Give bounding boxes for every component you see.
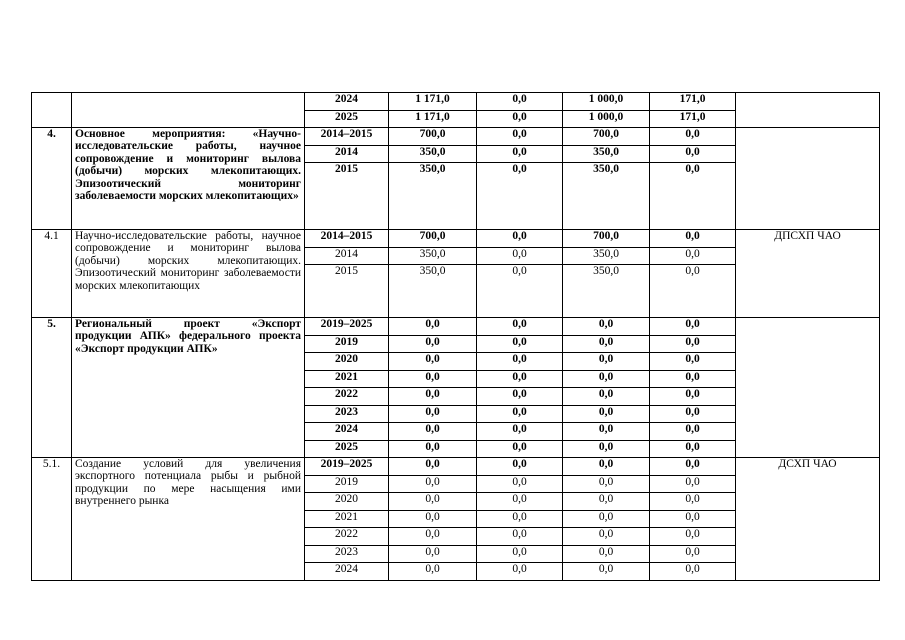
year-cell: 2022 xyxy=(305,528,389,546)
year-cell: 2024 xyxy=(305,563,389,581)
federal-budget-cell: 0,0 xyxy=(477,93,563,111)
district-budget-cell: 0,0 xyxy=(563,528,650,546)
year-cell: 2014 xyxy=(305,145,389,163)
federal-budget-cell: 0,0 xyxy=(477,405,563,423)
district-budget-cell: 0,0 xyxy=(563,440,650,458)
other-sources-cell: 0,0 xyxy=(650,128,736,146)
executor-cell xyxy=(736,318,880,458)
other-sources-cell: 0,0 xyxy=(650,545,736,563)
total-cell: 350,0 xyxy=(389,247,477,265)
other-sources-cell: 0,0 xyxy=(650,405,736,423)
federal-budget-cell: 0,0 xyxy=(477,370,563,388)
item-name-cell: Региональный проект «Экспорт продукции АПК» федерального проекта «Экспорт продукции АПК» xyxy=(72,318,305,458)
year-cell: 2021 xyxy=(305,370,389,388)
district-budget-cell: 0,0 xyxy=(563,423,650,441)
total-cell: 0,0 xyxy=(389,405,477,423)
executor-cell: ДПСХП ЧАО xyxy=(736,230,880,318)
federal-budget-cell: 0,0 xyxy=(477,510,563,528)
federal-budget-cell: 0,0 xyxy=(477,563,563,581)
item-number-cell: 4.1 xyxy=(32,230,72,318)
district-budget-cell: 350,0 xyxy=(563,247,650,265)
table-row xyxy=(32,230,880,248)
other-sources-cell: 0,0 xyxy=(650,370,736,388)
year-cell: 2020 xyxy=(305,353,389,371)
total-cell: 0,0 xyxy=(389,353,477,371)
other-sources-cell: 0,0 xyxy=(650,335,736,353)
other-sources-cell: 0,0 xyxy=(650,440,736,458)
total-cell: 700,0 xyxy=(389,128,477,146)
other-sources-cell: 0,0 xyxy=(650,145,736,163)
district-budget-cell: 0,0 xyxy=(563,388,650,406)
district-budget-cell: 350,0 xyxy=(563,265,650,318)
other-sources-cell: 0,0 xyxy=(650,247,736,265)
district-budget-cell: 0,0 xyxy=(563,493,650,511)
total-cell: 1 171,0 xyxy=(389,110,477,128)
other-sources-cell: 0,0 xyxy=(650,475,736,493)
district-budget-cell: 700,0 xyxy=(563,230,650,248)
other-sources-cell: 171,0 xyxy=(650,110,736,128)
total-cell: 350,0 xyxy=(389,145,477,163)
federal-budget-cell: 0,0 xyxy=(477,440,563,458)
year-cell: 2025 xyxy=(305,440,389,458)
federal-budget-cell: 0,0 xyxy=(477,247,563,265)
district-budget-cell: 0,0 xyxy=(563,353,650,371)
year-cell: 2020 xyxy=(305,493,389,511)
federal-budget-cell: 0,0 xyxy=(477,265,563,318)
federal-budget-cell: 0,0 xyxy=(477,458,563,476)
district-budget-cell: 1 000,0 xyxy=(563,110,650,128)
item-number-cell: 5. xyxy=(32,318,72,458)
year-cell: 2019–2025 xyxy=(305,458,389,476)
item-name-cell: Основное мероприятия: «Научно-исследовательские работы, научное сопровождение и мониторинг вылова (добычи) морских млекопитающих. Эпизоотический мониторинг заболеваемости морских млекопитающих» xyxy=(72,128,305,230)
year-cell: 2024 xyxy=(305,93,389,111)
item-number-cell xyxy=(32,93,72,128)
federal-budget-cell: 0,0 xyxy=(477,528,563,546)
year-cell: 2014–2015 xyxy=(305,230,389,248)
district-budget-cell: 350,0 xyxy=(563,145,650,163)
year-cell: 2015 xyxy=(305,163,389,230)
total-cell: 0,0 xyxy=(389,458,477,476)
other-sources-cell: 171,0 xyxy=(650,93,736,111)
total-cell: 0,0 xyxy=(389,563,477,581)
district-budget-cell: 0,0 xyxy=(563,458,650,476)
federal-budget-cell: 0,0 xyxy=(477,493,563,511)
table-row xyxy=(32,93,880,111)
table-row xyxy=(32,458,880,476)
total-cell: 0,0 xyxy=(389,370,477,388)
other-sources-cell: 0,0 xyxy=(650,318,736,336)
executor-cell xyxy=(736,128,880,230)
other-sources-cell: 0,0 xyxy=(650,388,736,406)
year-cell: 2019 xyxy=(305,335,389,353)
program-finance-table xyxy=(31,92,880,581)
other-sources-cell: 0,0 xyxy=(650,163,736,230)
other-sources-cell: 0,0 xyxy=(650,265,736,318)
total-cell: 0,0 xyxy=(389,493,477,511)
other-sources-cell: 0,0 xyxy=(650,563,736,581)
total-cell: 700,0 xyxy=(389,230,477,248)
item-number-cell: 5.1. xyxy=(32,458,72,581)
total-cell: 0,0 xyxy=(389,475,477,493)
total-cell: 0,0 xyxy=(389,388,477,406)
table-row xyxy=(32,318,880,336)
district-budget-cell: 0,0 xyxy=(563,370,650,388)
federal-budget-cell: 0,0 xyxy=(477,230,563,248)
year-cell: 2023 xyxy=(305,405,389,423)
district-budget-cell: 700,0 xyxy=(563,128,650,146)
total-cell: 0,0 xyxy=(389,510,477,528)
total-cell: 0,0 xyxy=(389,440,477,458)
district-budget-cell: 0,0 xyxy=(563,318,650,336)
total-cell: 1 171,0 xyxy=(389,93,477,111)
table-row xyxy=(32,128,880,146)
total-cell: 0,0 xyxy=(389,545,477,563)
district-budget-cell: 0,0 xyxy=(563,510,650,528)
other-sources-cell: 0,0 xyxy=(650,230,736,248)
year-cell: 2019 xyxy=(305,475,389,493)
total-cell: 350,0 xyxy=(389,265,477,318)
federal-budget-cell: 0,0 xyxy=(477,388,563,406)
federal-budget-cell: 0,0 xyxy=(477,128,563,146)
district-budget-cell: 0,0 xyxy=(563,335,650,353)
federal-budget-cell: 0,0 xyxy=(477,353,563,371)
item-name-cell: Создание условий для увеличения экспортного потенциала рыбы и рыбной продукции по мере насыщения ими внутреннего рынка xyxy=(72,458,305,581)
total-cell: 0,0 xyxy=(389,423,477,441)
year-cell: 2014 xyxy=(305,247,389,265)
federal-budget-cell: 0,0 xyxy=(477,423,563,441)
federal-budget-cell: 0,0 xyxy=(477,163,563,230)
federal-budget-cell: 0,0 xyxy=(477,545,563,563)
federal-budget-cell: 0,0 xyxy=(477,318,563,336)
district-budget-cell: 0,0 xyxy=(563,545,650,563)
item-name-cell xyxy=(72,93,305,128)
total-cell: 0,0 xyxy=(389,318,477,336)
item-name-cell: Научно-исследовательские работы, научное сопровождение и мониторинг вылова (добычи) морских млекопитающих. Эпизоотический мониторинг заболеваемости морских млекопитающих xyxy=(72,230,305,318)
year-cell: 2015 xyxy=(305,265,389,318)
federal-budget-cell: 0,0 xyxy=(477,335,563,353)
year-cell: 2019–2025 xyxy=(305,318,389,336)
district-budget-cell: 0,0 xyxy=(563,405,650,423)
executor-cell xyxy=(736,93,880,128)
district-budget-cell: 0,0 xyxy=(563,563,650,581)
federal-budget-cell: 0,0 xyxy=(477,475,563,493)
total-cell: 350,0 xyxy=(389,163,477,230)
item-number-cell: 4. xyxy=(32,128,72,230)
other-sources-cell: 0,0 xyxy=(650,493,736,511)
district-budget-cell: 1 000,0 xyxy=(563,93,650,111)
other-sources-cell: 0,0 xyxy=(650,510,736,528)
executor-cell: ДСХП ЧАО xyxy=(736,458,880,581)
year-cell: 2014–2015 xyxy=(305,128,389,146)
year-cell: 2025 xyxy=(305,110,389,128)
district-budget-cell: 350,0 xyxy=(563,163,650,230)
federal-budget-cell: 0,0 xyxy=(477,145,563,163)
total-cell: 0,0 xyxy=(389,528,477,546)
federal-budget-cell: 0,0 xyxy=(477,110,563,128)
other-sources-cell: 0,0 xyxy=(650,458,736,476)
year-cell: 2023 xyxy=(305,545,389,563)
other-sources-cell: 0,0 xyxy=(650,423,736,441)
year-cell: 2024 xyxy=(305,423,389,441)
year-cell: 2021 xyxy=(305,510,389,528)
total-cell: 0,0 xyxy=(389,335,477,353)
other-sources-cell: 0,0 xyxy=(650,353,736,371)
year-cell: 2022 xyxy=(305,388,389,406)
district-budget-cell: 0,0 xyxy=(563,475,650,493)
other-sources-cell: 0,0 xyxy=(650,528,736,546)
